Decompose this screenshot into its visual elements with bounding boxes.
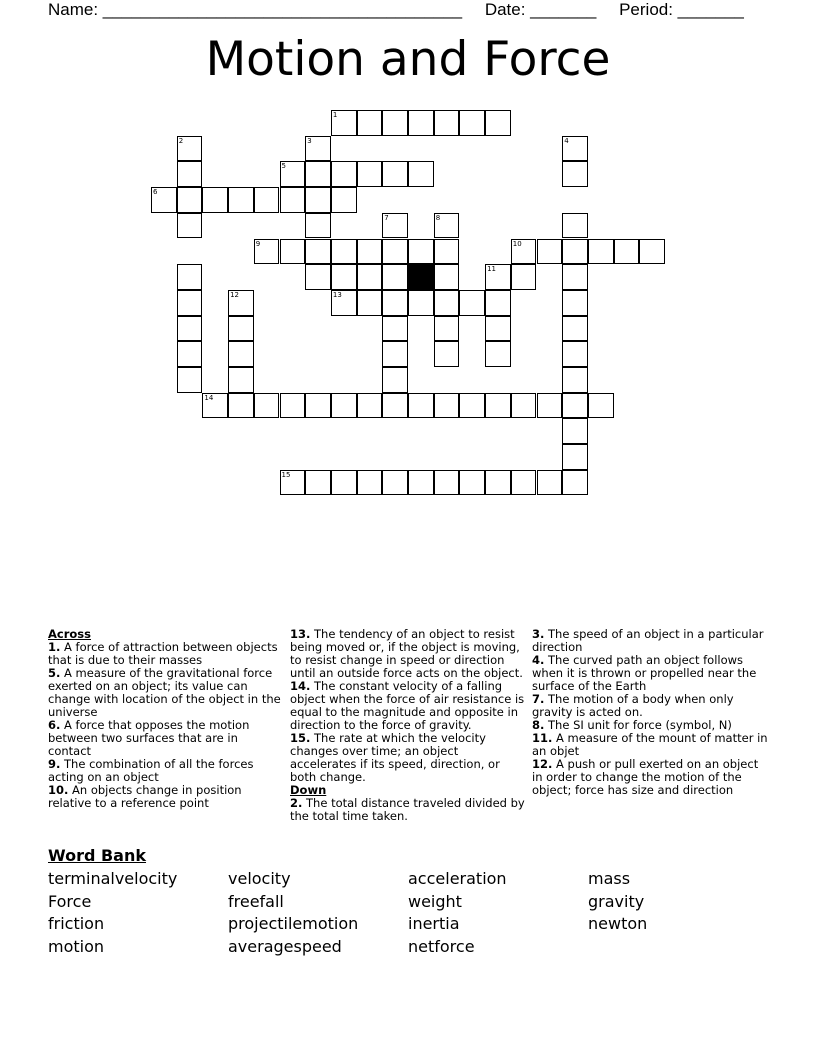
clue-across-1: 1. A force of attraction between objects that is due to their masses [48, 640, 278, 667]
crossword-cell[interactable] [434, 393, 460, 419]
word-bank-item: mass [588, 869, 631, 888]
crossword-cell[interactable] [588, 393, 614, 419]
crossword-cell[interactable] [537, 470, 563, 496]
clue-number: 5 [281, 162, 286, 171]
crossword-cell[interactable] [562, 290, 588, 316]
crossword-cell[interactable] [305, 470, 331, 496]
crossword-cell[interactable] [177, 187, 203, 213]
crossword-cell[interactable] [305, 187, 331, 213]
crossword-cell[interactable] [485, 110, 511, 136]
word-bank-title: Word Bank [48, 846, 147, 865]
blocked-cell [408, 264, 434, 290]
crossword-cell[interactable] [562, 470, 588, 496]
clue-number: 1 [332, 111, 338, 119]
date-field[interactable]: Date: _______ [484, 0, 597, 19]
clue-down-8: 8. The SI unit for force (symbol, N) [532, 718, 732, 732]
crossword-cell[interactable] [331, 264, 357, 290]
crossword-cell[interactable] [228, 367, 254, 393]
crossword-cell[interactable] [408, 393, 434, 419]
crossword-cell[interactable] [254, 393, 280, 419]
crossword-cell[interactable] [434, 341, 460, 367]
clue-across-15: 15. The rate at which the velocity changes over time; an object accelerates if its speed, direction, or both change. [290, 731, 500, 784]
word-bank-item: terminalvelocity [48, 869, 178, 888]
clue-across-9: 9. The combination of all the forces acting on an object [48, 757, 254, 784]
crossword-cell[interactable] [511, 393, 537, 419]
word-bank-item: Force [48, 891, 92, 911]
clues-column-3 [532, 628, 768, 797]
crossword-cell[interactable] [280, 239, 306, 265]
clue-number: 13 [332, 290, 342, 299]
crossword-cell[interactable] [459, 393, 485, 419]
clue-across-10: 10. An objects change in position relative to a reference point [48, 783, 242, 810]
clue-number: 3 [307, 136, 312, 145]
crossword-cell-11[interactable] [485, 264, 511, 290]
clue-down-3: 3. The speed of an object in a particular direction [532, 627, 764, 654]
crossword-cell[interactable] [434, 470, 460, 496]
word-bank-item: friction [48, 914, 105, 934]
crossword-cell-6[interactable] [151, 187, 177, 213]
crossword-cell[interactable] [511, 470, 537, 496]
crossword-cell[interactable] [382, 316, 408, 342]
crossword-cell[interactable] [408, 161, 434, 187]
crossword-cell[interactable] [382, 239, 408, 265]
crossword-cell[interactable] [382, 290, 408, 316]
word-bank-item: motion [48, 936, 105, 956]
crossword-cell[interactable] [562, 393, 588, 419]
clue-number: 4 [564, 136, 569, 145]
crossword-cell[interactable] [434, 316, 460, 342]
clue-down-2: 2. The total distance traveled divided by the total time taken. [290, 796, 525, 823]
crossword-cell[interactable] [562, 316, 588, 342]
crossword-cell[interactable] [331, 161, 357, 187]
crossword-cell[interactable] [305, 161, 331, 187]
crossword-cell[interactable] [382, 393, 408, 419]
clue-number: 9 [255, 239, 261, 248]
crossword-cell[interactable] [382, 161, 408, 187]
crossword-cell[interactable] [408, 470, 434, 496]
clues-column-2 [290, 628, 526, 823]
crossword-cell[interactable] [382, 264, 408, 290]
crossword-cell[interactable] [177, 213, 203, 239]
crossword-cell[interactable] [177, 290, 203, 316]
crossword-cell[interactable] [434, 110, 460, 136]
crossword-cell[interactable] [562, 418, 588, 444]
crossword-cell[interactable] [177, 316, 203, 342]
crossword-cell[interactable] [177, 161, 203, 187]
crossword-cell[interactable] [485, 393, 511, 419]
crossword-cell[interactable] [511, 264, 537, 290]
word-bank-item: newton [588, 914, 648, 934]
word-bank-item: averagespeed [228, 936, 342, 956]
crossword-cell[interactable] [562, 161, 588, 187]
word-bank-item: velocity [228, 869, 291, 888]
crossword-cell[interactable] [331, 393, 357, 419]
crossword-cell[interactable] [357, 264, 383, 290]
word-bank-item: freefall [228, 891, 284, 911]
crossword-cell[interactable] [357, 110, 383, 136]
crossword-cell[interactable] [562, 341, 588, 367]
crossword-cell[interactable] [280, 393, 306, 419]
crossword-cell[interactable] [305, 264, 331, 290]
clue-number: 2 [178, 136, 184, 145]
crossword-cell[interactable] [485, 290, 511, 316]
crossword-cell[interactable] [357, 161, 383, 187]
clue-number: 14 [204, 393, 214, 402]
crossword-cell[interactable] [537, 239, 563, 265]
crossword-cell-9[interactable] [254, 239, 280, 265]
clue-number: 15 [281, 470, 291, 479]
clue-number: 12 [230, 290, 240, 299]
crossword-cell-14[interactable] [202, 393, 228, 419]
crossword-cell[interactable] [202, 187, 228, 213]
crossword-cell[interactable] [639, 239, 665, 265]
crossword-cell-5[interactable] [280, 161, 306, 187]
period-field[interactable]: Period: _______ [619, 0, 744, 19]
crossword-cell[interactable] [562, 367, 588, 393]
crossword-cell[interactable] [408, 110, 434, 136]
crossword-cell[interactable] [177, 367, 203, 393]
crossword-cell[interactable] [408, 290, 434, 316]
crossword-cell[interactable] [562, 444, 588, 470]
clue-down-12: 12. A push or pull exerted on an object in order to change the motion of the object; force has size and direction [532, 757, 759, 797]
clue-down-4: 4. The curved path an object follows when it is thrown or propelled near the surface of the Earth [532, 653, 757, 693]
crossword-cell[interactable] [562, 264, 588, 290]
crossword-cell[interactable] [280, 187, 306, 213]
crossword-cell[interactable] [485, 341, 511, 367]
crossword-cell-4[interactable] [562, 136, 588, 162]
crossword-cell[interactable] [177, 341, 203, 367]
word-bank-item: netforce [408, 936, 475, 956]
crossword-cell-10[interactable] [511, 239, 537, 265]
clue-number: 11 [487, 265, 497, 274]
word-bank [48, 868, 808, 958]
page-title: Motion and Force [205, 32, 611, 87]
crossword-cell[interactable] [562, 239, 588, 265]
crossword-cell[interactable] [485, 470, 511, 496]
word-bank-item: projectilemotion [228, 914, 359, 934]
crossword-cell[interactable] [382, 470, 408, 496]
crossword-cell[interactable] [485, 316, 511, 342]
crossword-cell-12[interactable] [228, 290, 254, 316]
clue-number: 8 [435, 213, 441, 222]
crossword-cell[interactable] [382, 341, 408, 367]
crossword-cell[interactable] [228, 341, 254, 367]
word-bank-item: gravity [588, 891, 645, 911]
clue-number: 10 [512, 239, 522, 248]
crossword-cell[interactable] [254, 187, 280, 213]
crossword-cell[interactable] [588, 239, 614, 265]
crossword-cell-2[interactable] [177, 136, 203, 162]
crossword-cell[interactable] [434, 264, 460, 290]
crossword-cell[interactable] [459, 110, 485, 136]
crossword-cell[interactable] [357, 470, 383, 496]
crossword-cell[interactable] [177, 264, 203, 290]
crossword-cell[interactable] [305, 393, 331, 419]
down-heading: Down [290, 783, 327, 797]
clue-down-11: 11. A measure of the mount of matter in an objet [532, 731, 768, 758]
crossword-cell[interactable] [228, 316, 254, 342]
clue-down-7: 7. The motion of a body when only gravity is acted on. [532, 692, 734, 719]
crossword-cell[interactable] [434, 290, 460, 316]
crossword-cell[interactable] [459, 470, 485, 496]
crossword-cell[interactable] [331, 187, 357, 213]
crossword-cell-1[interactable] [331, 110, 357, 136]
across-heading: Across [48, 627, 91, 641]
clue-number: 6 [153, 188, 158, 197]
crossword-cell[interactable] [331, 470, 357, 496]
crossword-cell[interactable] [305, 239, 331, 265]
crossword-cell-7[interactable] [382, 213, 408, 239]
crossword-cell[interactable] [562, 213, 588, 239]
word-bank-item: acceleration [408, 869, 507, 888]
crossword-cell[interactable] [382, 110, 408, 136]
crossword-cell[interactable] [228, 393, 254, 419]
word-bank-item: weight [408, 891, 462, 911]
crossword-cell[interactable] [434, 239, 460, 265]
crossword-cell[interactable] [382, 367, 408, 393]
crossword-cell-3[interactable] [305, 136, 331, 162]
crossword-cell[interactable] [537, 393, 563, 419]
crossword-cell-13[interactable] [331, 290, 357, 316]
clue-across-14: 14. The constant velocity of a falling object when the force of air resistance is equal to the magnitude and opposite in direction to the force of gravity. [290, 679, 525, 732]
crossword-cell-8[interactable] [434, 213, 460, 239]
crossword-cell[interactable] [305, 213, 331, 239]
crossword-cell[interactable] [408, 239, 434, 265]
word-bank-item: inertia [408, 914, 460, 934]
clue-across-6: 6. A force that opposes the motion between two surfaces that are in contact [48, 718, 250, 758]
crossword-cell[interactable] [614, 239, 640, 265]
crossword-cell[interactable] [357, 239, 383, 265]
crossword-cell-15[interactable] [280, 470, 306, 496]
crossword-cell[interactable] [357, 290, 383, 316]
crossword-cell[interactable] [331, 239, 357, 265]
clue-number: 7 [384, 213, 389, 222]
crossword-cell[interactable] [459, 290, 485, 316]
crossword-cell[interactable] [357, 393, 383, 419]
name-field[interactable]: Name: ______________________________________ [48, 0, 463, 19]
clues-column-1 [48, 628, 284, 810]
crossword-cell[interactable] [228, 187, 254, 213]
clue-across-5: 5. A measure of the gravitational force exerted on an object; its value can change with location of the object in the universe [48, 666, 281, 719]
clue-across-13: 13. The tendency of an object to resist being moved or, if the object is moving, to resist change in speed or direction until an outside force acts on the object. [290, 627, 523, 680]
